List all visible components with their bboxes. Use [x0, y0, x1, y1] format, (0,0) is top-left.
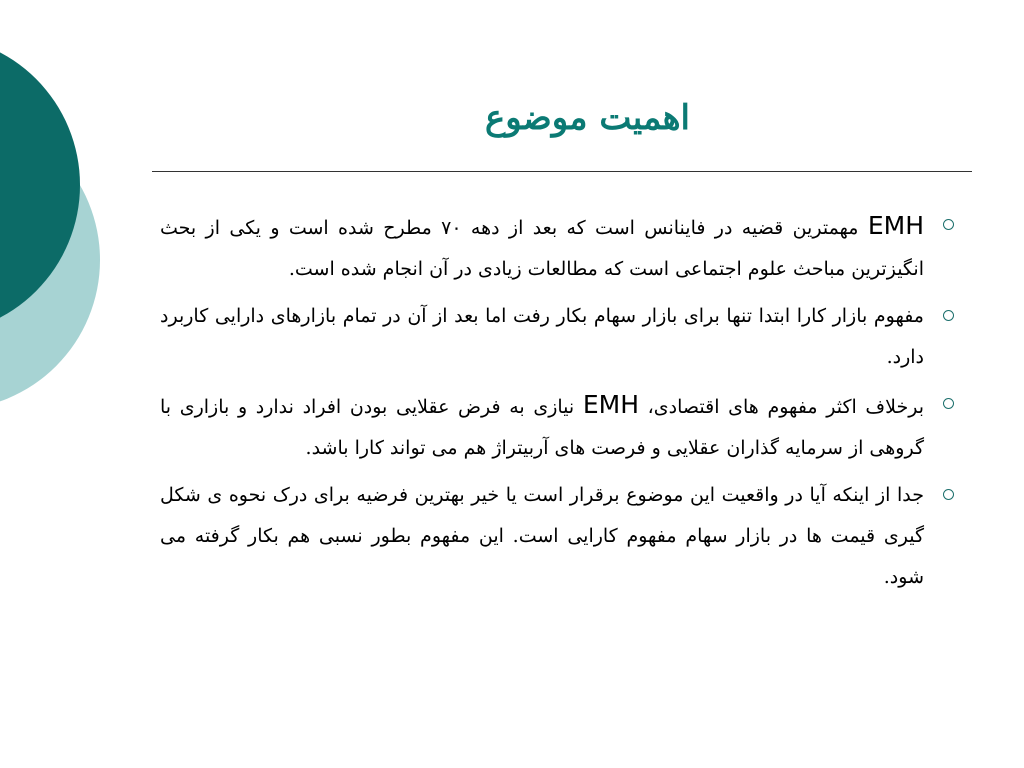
bullet-item-2 — [160, 296, 960, 378]
bullet-text: مهمترین قضیه در فاینانس است که بعد از دهه ۷۰ مطرح شده است و یکی از بحث انگیزترین مباحث علوم اجتماعی است که مطالعات زیادی در آن انجام شده است. — [160, 217, 924, 280]
emh-term: EMH — [582, 390, 640, 419]
emh-term: EMH — [867, 211, 925, 240]
slide-title: اهمیت موضوع — [484, 98, 690, 138]
bullet-text: جدا از اینکه آیا در واقعیت این موضوع برقرار است یا خیر بهترین فرضیه برای درک نحوه ی شکل گیری قیمت ها در بازار سهام مفهوم کارایی است. این مفهوم بطور نسبی هم بکار گرفته می شود. — [160, 484, 924, 588]
bullet-item-1 — [160, 205, 960, 290]
circle-bullet-icon — [943, 310, 954, 321]
bullet-text: مفهوم بازار کارا ابتدا تنها برای بازار سهام بکار رفت اما بعد از آن در تمام بازارهای دارایی کاربرد دارد. — [160, 305, 924, 368]
bullet-item-4 — [160, 475, 960, 598]
bullet-item-3 — [160, 384, 960, 469]
bullet-text-after: نیازی به فرض عقلایی بودن افراد ندارد و بازاری با گروهی از سرمایه گذاران عقلایی و فرصت های آربیتراژ هم می تواند کارا باشد. — [160, 396, 924, 459]
bullet-list — [160, 205, 960, 604]
circle-bullet-icon — [943, 398, 954, 409]
circle-bullet-icon — [943, 219, 954, 230]
circle-bullet-icon — [943, 489, 954, 500]
title-divider — [152, 171, 972, 172]
bullet-text-before: برخلاف اکثر مفهوم های اقتصادی، — [639, 396, 924, 418]
